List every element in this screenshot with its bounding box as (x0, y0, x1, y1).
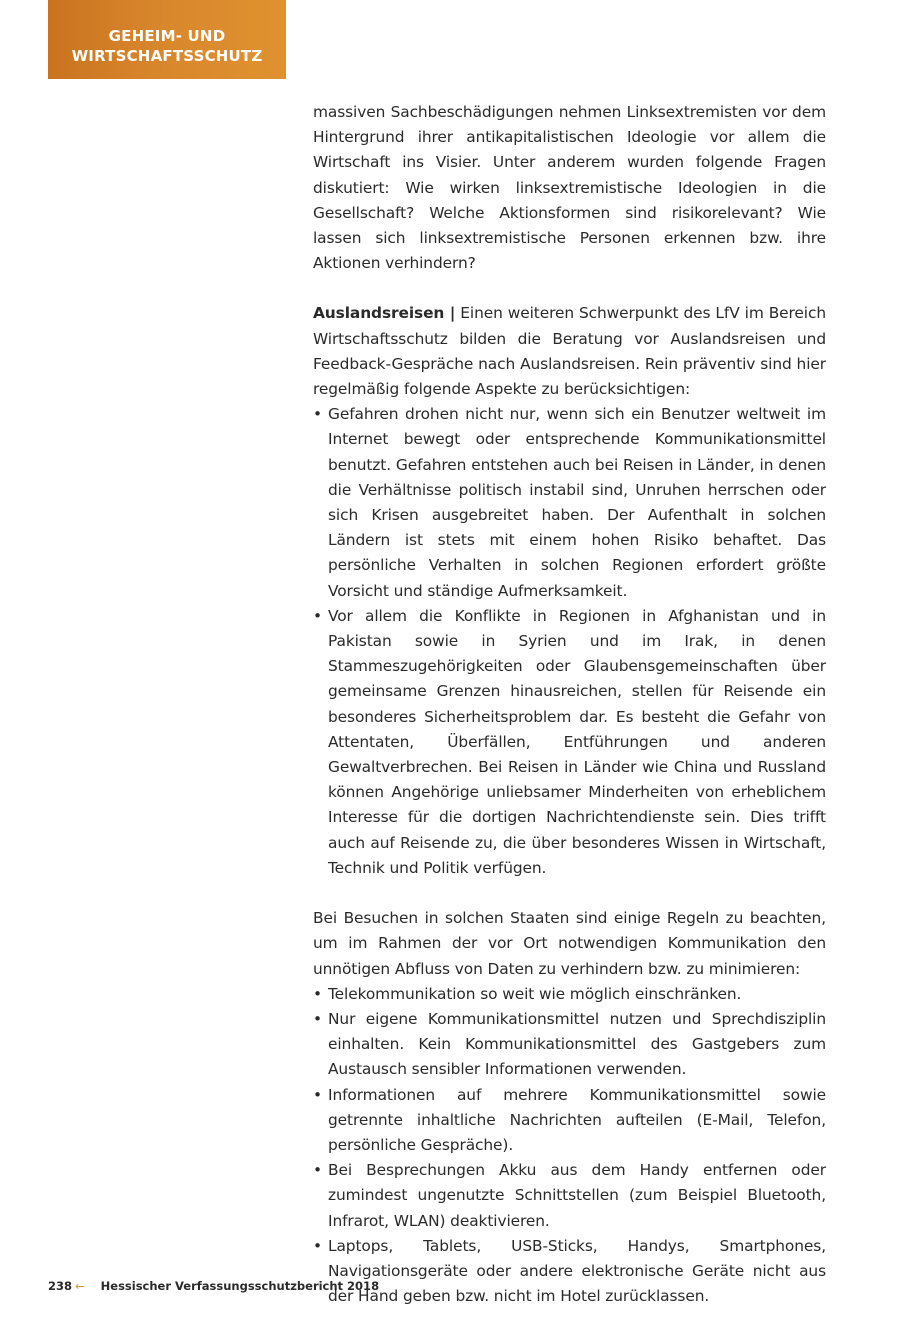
list-item-text: Nur eigene Kommunikationsmittel nutzen und Sprechdisziplin einhalten. Kein Kommunikationsmittel des Gastgebers zum Austausch sensibler Informationen verwenden. (328, 1009, 826, 1079)
page-footer (48, 1278, 379, 1294)
list-item (313, 1234, 826, 1310)
paragraph-spacer (313, 881, 826, 906)
list-item-text: Informationen auf mehrere Kommunikationsmittel sowie getrennte inhaltliche Nachrichten aufteilen (E-Mail, Telefon, persönliche Gespräche). (328, 1085, 826, 1154)
list-item (313, 1158, 826, 1234)
list-item-text: Bei Besprechungen Akku aus dem Handy entfernen oder zumindest ungenutzte Schnittstellen (zum Beispiel Bluetooth, Infrarot, WLAN) deaktivieren. (328, 1161, 826, 1230)
bullet-icon: • (313, 984, 322, 1003)
list-item (313, 604, 826, 881)
bullet-icon: • (313, 1236, 322, 1255)
bullet-icon: • (313, 405, 322, 424)
list-item (313, 402, 826, 604)
section-header-line2: WIRTSCHAFTSSCHUTZ (71, 47, 263, 65)
arrow-left-icon: ← (75, 1279, 85, 1293)
list-item-text: Vor allem die Konflikte in Regionen in Afghanistan und in Pakistan sowie in Syrien und im Irak, in denen Stammeszugehörigkeiten oder Glaubensgemeinschaften über gemeinsame Grenzen hinausreichen, stellen für Reisende ein besonderes Sicherheitsproblem dar. Es besteht die Gefahr von Attentaten, Überfällen, Entführungen und anderen Gewaltverbrechen. Bei Reisen in Länder wie China und Russland können Angehörige unliebsamer Minderheiten von erheblichem Interesse für die dortigen Nachrichtendienste sein. Dies trifft auch auf Reisende zu, die über besonderes Wissen in Wirtschaft, Technik und Politik verfügen. (328, 606, 826, 877)
list-item-text: Telekommunikation so weit wie möglich einschränken. (328, 984, 742, 1003)
section-header-box (48, 0, 286, 79)
rules-bullet-list (313, 982, 826, 1310)
intro-paragraph: massiven Sachbeschädigungen nehmen Linksextremisten vor dem Hintergrund ihrer antikapitalistischen Ideologie vor allem die Wirtschaft ins Visier. Unter anderem wurden folgende Fragen diskutiert: Wie wirken linksextremistische Ideologien in die Gesellschaft? Welche Aktionsformen sind risikorelevant? Wie lassen sich linksextremistische Personen erkennen bzw. ihre Aktionen verhindern? (313, 103, 826, 273)
list-item (313, 1007, 826, 1083)
page-number: 238 (48, 1279, 73, 1293)
section-bullet-list (313, 402, 826, 881)
bullet-icon: • (313, 1085, 322, 1104)
list-item (313, 982, 826, 1007)
bullet-icon: • (313, 1009, 322, 1028)
paragraph-spacer (313, 276, 826, 301)
publication-title: Hessischer Verfassungsschutzbericht 2018 (100, 1279, 380, 1293)
list-item-text: Laptops, Tablets, USB-Sticks, Handys, Smartphones, Navigationsgeräte oder andere elektronische Geräte nicht aus der Hand geben bzw. nicht im Hotel zurücklassen. (328, 1236, 826, 1306)
section-header-line1: GEHEIM- UND (108, 27, 226, 45)
section-paragraph (313, 301, 826, 402)
bullet-icon: • (313, 1161, 322, 1180)
list-item-text: Gefahren drohen nicht nur, wenn sich ein Benutzer weltweit im Internet bewegt oder entsprechende Kommunikationsmittel benutzt. Gefahren entstehen auch bei Reisen in Länder, in denen die Verhältnisse politisch instabil sind, Unruhen herrschen oder sich Krisen ausgebreitet haben. Der Aufenthalt in solchen Ländern ist stets mit einem hohen Risiko behaftet. Das persönliche Verhalten in solchen Regionen erfordert größte Vorsicht und ständige Aufmerksamkeit. (328, 405, 826, 600)
section-keyword: Auslandsreisen | (313, 304, 456, 323)
rules-intro-paragraph: Bei Besuchen in solchen Staaten sind einige Regeln zu beachten, um im Rahmen der vor Ort notwendigen Kommunikation den unnötigen Abfluss von Daten zu verhindern bzw. zu minimieren: (313, 909, 826, 978)
main-text-column (313, 100, 826, 1309)
section-text: Einen weiteren Schwerpunkt des LfV im Bereich Wirtschaftsschutz bilden die Beratung vor Auslandsreisen und Feedback-Gespräche nach Auslandsreisen. Rein präventiv sind hier regelmäßig folgende Aspekte zu berücksichtigen: (313, 304, 826, 399)
list-item (313, 1083, 826, 1159)
bullet-icon: • (313, 606, 322, 625)
